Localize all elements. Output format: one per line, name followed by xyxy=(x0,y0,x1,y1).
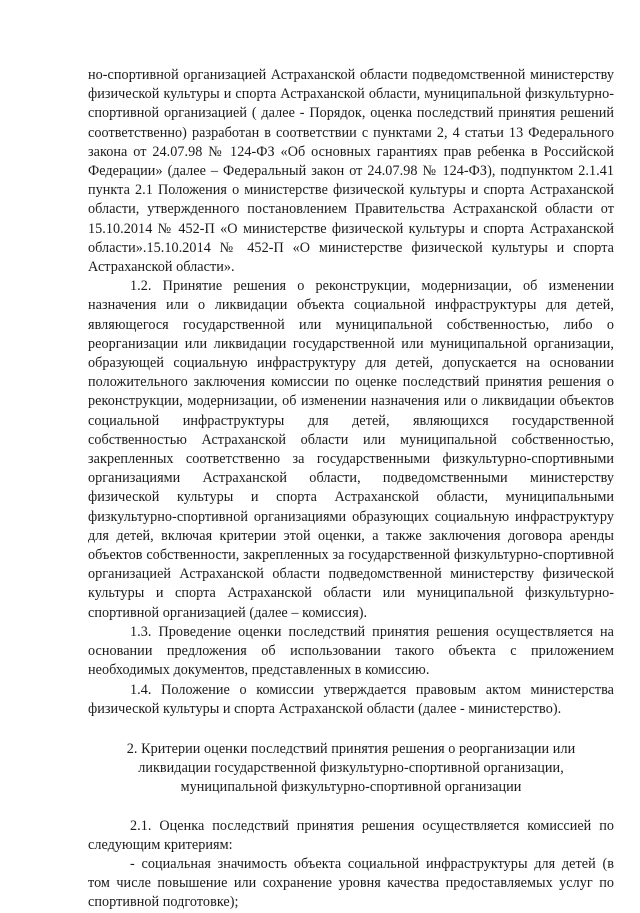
paragraph-2-1: 2.1. Оценка последствий принятия решения осуществляется комиссией по следующим критериям: xyxy=(88,817,614,853)
paragraph-1-2: 1.2. Принятие решения о реконструкции, модернизации, об изменении назначения или о ликвидации объекта социальной инфраструктуры для детей, являющегося государственной или муниципальной собственностью, либо о реорганизации или ликвидации государственной или муниципальной организации, образующей социальную инфраструктуру для детей, допускается на основании положительного заключения комиссии по оценке последствий принятия решения о реконструкции, модернизации, об изменении назначения или о ликвидации объектов социальной инфраструктуры для детей, являющихся государственной собственностью Астраханской области или муниципальной собственностью, закрепленных соответственно за государственными физкультурно-спортивными организациями Астраханской области, подведомственными министерству физической культуры и спорта Астраханской области, муниципальными физкультурно-спортивной организациями образующих социальную инфраструктуру для детей, включая критерии этой оценки, а также заключения договора аренды объектов собственности, закрепленных за государственной физкультурно-спортивной организацией Астраханской области подведомственной министерству физической культуры и спорта Астраханской области или муниципальной физкультурно-спортивной организацией (далее – комиссия). xyxy=(88,278,614,621)
paragraph-1-4: 1.4. Положение о комиссии утверждается правовым актом министерства физической культуры и спорта Астраханской области (далее - министерство). xyxy=(88,681,614,717)
intro-paragraph: но-спортивной организацией Астраханской области подведомственной министерству физической культуры и спорта Астраханской области, муниципальной физкультурно-спортивной организацией ( далее - Порядок, оценка последствий принятия решений соответственно) разработан в соответствии с пунктами 2, 4 статьи 13 Федерального закона от 24.07.98 № 124-ФЗ «Об основных гарантиях прав ребенка в Российской Федерации» (далее – Федеральный закон от 24.07.98 № 124-ФЗ), подпунктом 2.1.41 пункта 2.1 Положения о министерстве физической культуры и спорта Астраханской области, утвержденного постановлением Правительства Астраханской области от 15.10.2014 № 452-П «О министерстве физической культуры и спорта Астраханской области».15.10.2014 № 452-П «О министерстве физической культуры и спорта Астраханской области». xyxy=(88,67,614,276)
document-page xyxy=(88,66,614,913)
paragraph-1-3: 1.3. Проведение оценки последствий принятия решения осуществляется на основании предложения об использовании такого объекта с приложением необходимых документов, представленных в комиссию. xyxy=(88,623,614,679)
section-2-heading: 2. Критерии оценки последствий принятия решения о реорганизации или ликвидации государственной физкультурно-спортивной организации, муниципальной физкультурно-спортивной организации xyxy=(126,740,576,796)
criterion-social-significance: - социальная значимость объекта социальной инфраструктуры для детей (в том числе повышение или сохранение уровня качества предоставляемых услуг по спортивной подготовке); xyxy=(88,855,614,911)
